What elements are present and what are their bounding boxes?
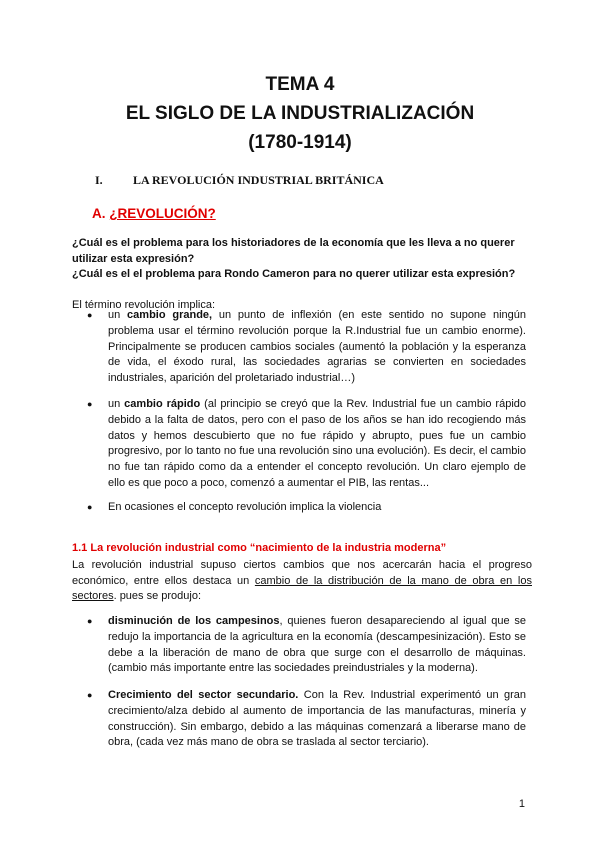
title-line-2: EL SIGLO DE LA INDUSTRIALIZACIÓN [125, 103, 475, 124]
bullet-violencia: En ocasiones el concepto revolución implica la violencia [108, 501, 382, 513]
section-heading-1 [95, 173, 384, 188]
bullet-4-bold: disminución de los campesinos [108, 615, 280, 627]
subsection-paragraph [72, 558, 532, 605]
bullet-2-bold: cambio rápido [124, 398, 201, 410]
title-line-1: TEMA 4 [265, 74, 335, 95]
bullet-cambio-grande [108, 308, 526, 387]
bullet-cambio-rapido [108, 397, 526, 492]
bullet-dot-5: ● [87, 690, 93, 700]
question-1: ¿Cuál es el problema para los historiadores de la economía que les lleva a no querer utilizar esta expresión? [72, 237, 515, 265]
bullet-4-text: , quienes fueron desapareciendo al igual que se redujo la importancia de la agricultura en la economía (descampesinización). Esto se debe a la liberación de mano de obra que surge con el desarrollo de máquinas. (cambio más importante entre las sociedades preindustriales y la moderna). [108, 615, 526, 675]
bullet-dot-2: ● [87, 399, 93, 409]
paragraph-underlined: cambio de la distribución de la mano de obra en los sectores [72, 574, 532, 603]
bullet-dot-3: ● [87, 502, 93, 512]
bullet-dot-1: ● [87, 310, 93, 320]
subsection-title: ¿REVOLUCIÓN? [109, 206, 216, 221]
bullet-1-prefix: un [108, 309, 128, 321]
bullet-5-text: Con la Rev. Industrial experimentó un gran crecimiento/alza debido al aumento de importancia de las manufacturas, minería y construcción). Sin embargo, debido a las máquinas comenzará a liberarse mano de obra, (cada vez más mano de obra se traslada al sector terciario). [108, 689, 527, 749]
subsection-letter: A. [92, 206, 106, 221]
intro-text: El término revolución implica: [72, 299, 216, 311]
title-line-3: (1780-1914) [248, 132, 352, 153]
question-2: ¿Cuál es el el problema para Rondo Cameron para no querer utilizar esta expresión? [72, 268, 516, 280]
bullet-sector-secundario [108, 688, 526, 751]
bullet-dot-4: ● [87, 616, 93, 626]
bullet-campesinos [108, 614, 526, 677]
bullet-2-text: (al principio se creyó que la Rev. Industrial fue un cambio rápido debido a la falta de datos, pero con el paso de los años se han ido recogiendo más datos y hemos descubierto que no fue rápido y abrupto, pues fue un cambio progresivo, por lo tanto no fue una revolución sino una evolución). Es decir, el cambio no fue tan rápido como da a entender el concepto revolución. Un claro ejemplo de ello es que poco a poco, comenzó a aumentar el PIB, las rentas... [108, 398, 527, 489]
section-title: LA REVOLUCIÓN INDUSTRIAL BRITÁNICA [133, 173, 384, 187]
section-number: I. [95, 173, 103, 187]
bullet-2-prefix: un [108, 398, 125, 410]
page-number: 1 [518, 798, 525, 810]
bullet-1-bold: cambio grande, [127, 309, 213, 321]
subsection-heading-a [92, 206, 216, 221]
subsection-heading-1-1: 1.1 La revolución industrial como “nacimiento de la industria moderna” [72, 542, 447, 554]
bullet-5-bold: Crecimiento del sector secundario. [108, 689, 299, 701]
paragraph-end: . pues se produjo: [113, 590, 202, 603]
paragraph-text: La revolución industrial supuso ciertos cambios que nos acercarán hacia el progreso económico, entre ellos destaca un [72, 559, 532, 587]
bullet-1-text: un punto de inflexión (en este sentido no supone ningún problema usar el término revolución porque la R.Industrial fue un cambio enorme). Principalmente se producen cambios sociales (aumentó la población y la esperanza de vida, el éxodo rural, las sociedades agrarias se convierten en sociedades industriales, aparición del proletariado industrial…) [108, 309, 527, 385]
